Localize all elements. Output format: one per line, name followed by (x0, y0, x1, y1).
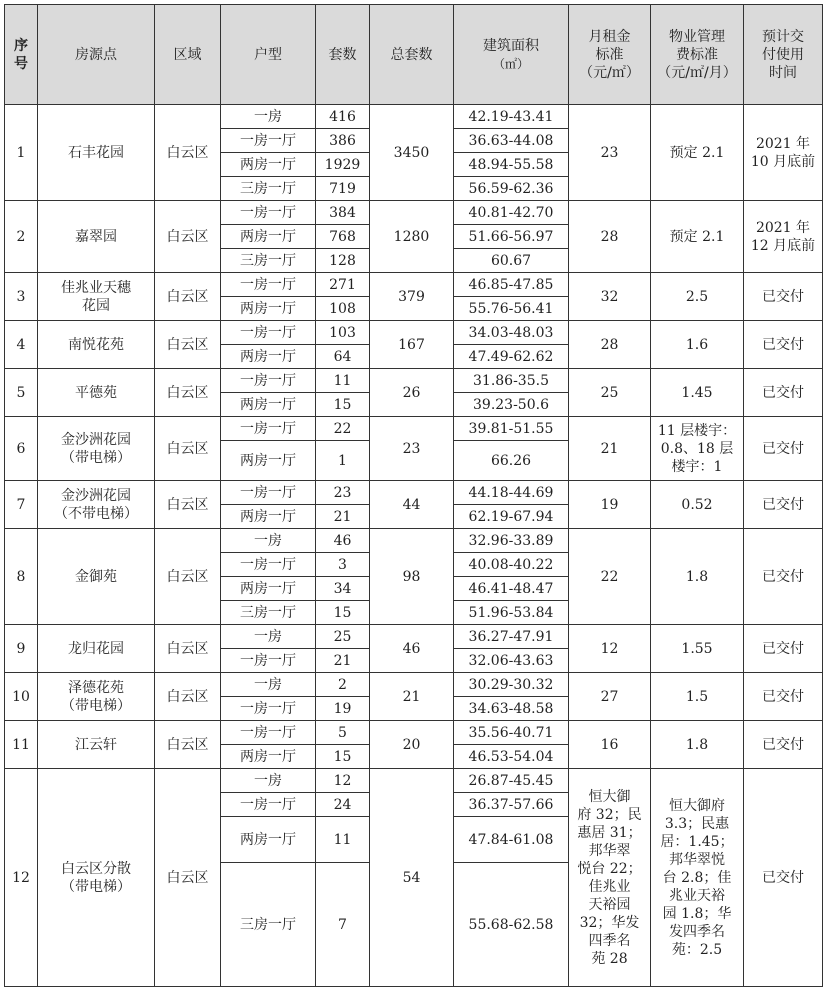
cell-count: 128 (316, 249, 370, 273)
cell-area: 30.29-30.32 (454, 673, 569, 697)
line: 28 (600, 336, 619, 353)
line: 10 月底前 (750, 153, 816, 170)
cell-rent (569, 721, 651, 769)
cell-type: 一房一厅 (221, 369, 316, 393)
table-row (5, 625, 823, 649)
cell-total: 54 (370, 769, 454, 987)
cell-total: 98 (370, 529, 454, 625)
cell-type: 一房 (221, 673, 316, 697)
cell-type: 两房一厅 (221, 817, 316, 863)
line: 已交付 (762, 869, 804, 886)
line: 32；华发 (579, 914, 640, 931)
cell-count: 3 (316, 553, 370, 577)
line: 3.3；民惠 (664, 815, 730, 832)
cell-count: 271 (316, 273, 370, 297)
line: 16 (600, 736, 619, 753)
cell-delivery (744, 673, 823, 721)
cell-area: 31.86-35.5 (454, 369, 569, 393)
cell-delivery (744, 369, 823, 417)
cell-total: 26 (370, 369, 454, 417)
header-type: 户型 (221, 5, 316, 105)
cell-area: 32.96-33.89 (454, 529, 569, 553)
cell-area: 35.56-40.71 (454, 721, 569, 745)
table-row (5, 769, 823, 793)
header-row (5, 5, 823, 105)
cell-delivery (744, 273, 823, 321)
cell-area: 34.03-48.03 (454, 321, 569, 345)
cell-area: 62.19-67.94 (454, 505, 569, 529)
cell-count: 12 (316, 769, 370, 793)
cell-fee (651, 481, 744, 529)
line: 金沙洲花园 (61, 487, 131, 504)
line: 27 (600, 688, 619, 705)
cell-seq: 4 (5, 321, 38, 369)
cell-name (38, 673, 155, 721)
cell-count: 103 (316, 321, 370, 345)
cell-area: 40.81-42.70 (454, 201, 569, 225)
cell-type: 一房一厅 (221, 793, 316, 817)
line: 预定 2.1 (669, 144, 725, 161)
line: 惠居 31； (577, 824, 642, 841)
cell-total: 379 (370, 273, 454, 321)
cell-type: 一房一厅 (221, 321, 316, 345)
cell-type: 三房一厅 (221, 177, 316, 201)
table-row (5, 321, 823, 345)
cell-fee (651, 625, 744, 673)
line: 已交付 (762, 288, 804, 305)
cell-count: 768 (316, 225, 370, 249)
cell-seq: 9 (5, 625, 38, 673)
cell-rent (569, 321, 651, 369)
cell-total: 21 (370, 673, 454, 721)
cell-district: 白云区 (155, 625, 221, 673)
line: 已交付 (762, 336, 804, 353)
cell-count: 384 (316, 201, 370, 225)
line: 四季名 (588, 932, 631, 949)
cell-count: 1929 (316, 153, 370, 177)
line: 白云区分散 (61, 860, 131, 877)
line: 江云轩 (75, 736, 117, 753)
cell-district: 白云区 (155, 105, 221, 201)
cell-name (38, 721, 155, 769)
cell-type: 一房一厅 (221, 273, 316, 297)
cell-count: 64 (316, 345, 370, 369)
cell-count: 7 (316, 863, 370, 987)
line: 21 (600, 440, 619, 457)
line: 台 2.8；佳 (662, 869, 732, 886)
cell-type: 两房一厅 (221, 745, 316, 769)
cell-count: 34 (316, 577, 370, 601)
cell-district: 白云区 (155, 369, 221, 417)
cell-rent (569, 769, 651, 987)
line: 府 32；民 (577, 806, 642, 823)
cell-district: 白云区 (155, 721, 221, 769)
table-body (5, 105, 823, 987)
cell-count: 21 (316, 505, 370, 529)
line: 兆业天裕 (669, 887, 725, 904)
cell-count: 15 (316, 745, 370, 769)
cell-rent (569, 417, 651, 481)
line: 0.52 (681, 496, 713, 513)
line: 泽德花苑 (68, 679, 124, 696)
cell-district: 白云区 (155, 529, 221, 625)
cell-delivery (744, 417, 823, 481)
cell-seq: 1 (5, 105, 38, 201)
cell-fee (651, 105, 744, 201)
line: 南悦花苑 (68, 336, 124, 353)
cell-area: 51.96-53.84 (454, 601, 569, 625)
line: 已交付 (762, 384, 804, 401)
cell-type: 一房一厅 (221, 481, 316, 505)
cell-name (38, 273, 155, 321)
cell-fee (651, 769, 744, 987)
header-delivery: 预计交 付使用 时间 (744, 5, 823, 105)
cell-count: 46 (316, 529, 370, 553)
cell-district: 白云区 (155, 481, 221, 529)
line: 龙归花园 (68, 640, 124, 657)
table-row (5, 721, 823, 745)
cell-type: 一房 (221, 529, 316, 553)
line: 恒大御府 (669, 797, 725, 814)
line: 园 1.8；华 (662, 905, 732, 922)
cell-delivery (744, 201, 823, 273)
cell-fee (651, 273, 744, 321)
cell-area: 51.66-56.97 (454, 225, 569, 249)
line: 嘉翠园 (75, 228, 117, 245)
line: 发四季名 (669, 923, 725, 940)
header-district: 区域 (155, 5, 221, 105)
line: 1.8 (685, 568, 709, 585)
line: （带电梯） (61, 449, 131, 466)
cell-area: 55.76-56.41 (454, 297, 569, 321)
cell-fee (651, 721, 744, 769)
header-name: 房源点 (38, 5, 155, 105)
cell-area: 40.08-40.22 (454, 553, 569, 577)
line: 0.8、18 层 (660, 440, 734, 457)
cell-area: 44.18-44.69 (454, 481, 569, 505)
line: （带电梯） (61, 697, 131, 714)
line: 苑：2.5 (671, 941, 723, 958)
line: 邦华翠悦 (669, 851, 725, 868)
cell-area: 46.41-48.47 (454, 577, 569, 601)
cell-count: 11 (316, 817, 370, 863)
cell-district: 白云区 (155, 201, 221, 273)
cell-count: 25 (316, 625, 370, 649)
cell-fee (651, 201, 744, 273)
cell-name (38, 417, 155, 481)
line: 苑 28 (591, 950, 628, 967)
cell-count: 22 (316, 417, 370, 441)
cell-district: 白云区 (155, 769, 221, 987)
cell-area: 36.63-44.08 (454, 129, 569, 153)
cell-area: 60.67 (454, 249, 569, 273)
cell-area: 46.53-54.04 (454, 745, 569, 769)
line: 2.5 (685, 288, 709, 305)
line: 已交付 (762, 496, 804, 513)
line: 金沙洲花园 (61, 431, 131, 448)
cell-area: 42.19-43.41 (454, 105, 569, 129)
line: （不带电梯） (54, 505, 138, 522)
cell-total: 1280 (370, 201, 454, 273)
cell-count: 2 (316, 673, 370, 697)
line: 19 (600, 496, 619, 513)
header-fee: 物业管理 费标准 （元/㎡/月） (651, 5, 744, 105)
table-row (5, 273, 823, 297)
cell-seq: 6 (5, 417, 38, 481)
line: 花园 (82, 297, 110, 314)
cell-area: 47.84-61.08 (454, 817, 569, 863)
table-row (5, 105, 823, 129)
line: 已交付 (762, 568, 804, 585)
cell-count: 21 (316, 649, 370, 673)
line: 天裕园 (588, 896, 631, 913)
cell-area: 26.87-45.45 (454, 769, 569, 793)
line: 11 层楼宇： (657, 422, 737, 439)
line: 2021 年 (755, 219, 811, 236)
cell-delivery (744, 105, 823, 201)
header-rent: 月租金 标准 （元/㎡） (569, 5, 651, 105)
line: 已交付 (762, 688, 804, 705)
cell-total: 44 (370, 481, 454, 529)
line: 已交付 (762, 736, 804, 753)
cell-area: 55.68-62.58 (454, 863, 569, 987)
line: 佳兆业 (588, 878, 631, 895)
cell-type: 一房一厅 (221, 553, 316, 577)
cell-delivery (744, 321, 823, 369)
cell-area: 46.85-47.85 (454, 273, 569, 297)
cell-district: 白云区 (155, 321, 221, 369)
cell-seq: 10 (5, 673, 38, 721)
line: 1.5 (685, 688, 709, 705)
cell-rent (569, 369, 651, 417)
cell-fee (651, 417, 744, 481)
line: 已交付 (762, 440, 804, 457)
cell-type: 一房一厅 (221, 129, 316, 153)
table-row (5, 369, 823, 393)
cell-type: 两房一厅 (221, 345, 316, 369)
cell-seq: 8 (5, 529, 38, 625)
cell-area: 47.49-62.62 (454, 345, 569, 369)
line: 已交付 (762, 640, 804, 657)
cell-fee (651, 529, 744, 625)
cell-district: 白云区 (155, 673, 221, 721)
cell-rent (569, 105, 651, 201)
cell-seq: 3 (5, 273, 38, 321)
cell-type: 两房一厅 (221, 577, 316, 601)
cell-fee (651, 321, 744, 369)
line: 1.6 (685, 336, 709, 353)
cell-name (38, 625, 155, 673)
line: 恒大御 (588, 788, 631, 805)
cell-district: 白云区 (155, 417, 221, 481)
line: 2021 年 (755, 135, 811, 152)
line: 23 (600, 144, 619, 161)
line: 12 (600, 640, 619, 657)
cell-district: 白云区 (155, 273, 221, 321)
cell-rent (569, 673, 651, 721)
cell-name (38, 369, 155, 417)
line: 1.55 (681, 640, 713, 657)
cell-type: 一房一厅 (221, 201, 316, 225)
line: 金御苑 (75, 568, 117, 585)
cell-fee (651, 369, 744, 417)
cell-total: 46 (370, 625, 454, 673)
line: 28 (600, 228, 619, 245)
cell-type: 两房一厅 (221, 505, 316, 529)
cell-area: 36.27-47.91 (454, 625, 569, 649)
table-row (5, 417, 823, 441)
line: 12 月底前 (750, 237, 816, 254)
cell-type: 两房一厅 (221, 441, 316, 481)
cell-type: 一房 (221, 105, 316, 129)
cell-type: 两房一厅 (221, 393, 316, 417)
cell-type: 一房 (221, 769, 316, 793)
cell-count: 15 (316, 393, 370, 417)
cell-count: 23 (316, 481, 370, 505)
cell-count: 719 (316, 177, 370, 201)
cell-delivery (744, 769, 823, 987)
cell-rent (569, 625, 651, 673)
line: 1.45 (681, 384, 713, 401)
line: 25 (600, 384, 619, 401)
cell-type: 三房一厅 (221, 863, 316, 987)
cell-count: 5 (316, 721, 370, 745)
cell-type: 三房一厅 (221, 601, 316, 625)
table-row (5, 481, 823, 505)
cell-type: 一房一厅 (221, 721, 316, 745)
cell-count: 19 (316, 697, 370, 721)
cell-name (38, 201, 155, 273)
line: 楼宇：1 (671, 458, 723, 475)
table-row (5, 673, 823, 697)
cell-count: 386 (316, 129, 370, 153)
cell-seq: 2 (5, 201, 38, 273)
cell-rent (569, 481, 651, 529)
cell-delivery (744, 721, 823, 769)
line: 悦台 22； (577, 860, 642, 877)
cell-type: 一房 (221, 625, 316, 649)
cell-rent (569, 201, 651, 273)
cell-total: 3450 (370, 105, 454, 201)
cell-type: 一房一厅 (221, 697, 316, 721)
cell-count: 15 (316, 601, 370, 625)
line: 佳兆业天穗 (61, 279, 131, 296)
cell-count: 24 (316, 793, 370, 817)
line: （带电梯） (61, 878, 131, 895)
cell-total: 23 (370, 417, 454, 481)
cell-seq: 5 (5, 369, 38, 417)
cell-type: 两房一厅 (221, 153, 316, 177)
cell-type: 两房一厅 (221, 225, 316, 249)
cell-fee (651, 673, 744, 721)
cell-name (38, 105, 155, 201)
header-units: 套数 (316, 5, 370, 105)
cell-rent (569, 273, 651, 321)
cell-rent (569, 529, 651, 625)
cell-seq: 7 (5, 481, 38, 529)
cell-delivery (744, 529, 823, 625)
header-area: 建筑面积 （㎡） (454, 5, 569, 105)
cell-delivery (744, 625, 823, 673)
housing-table (4, 4, 823, 987)
cell-area: 32.06-43.63 (454, 649, 569, 673)
cell-type: 三房一厅 (221, 249, 316, 273)
cell-area: 39.23-50.6 (454, 393, 569, 417)
header-total: 总套数 (370, 5, 454, 105)
line: 平德苑 (75, 384, 117, 401)
line: 1.8 (685, 736, 709, 753)
line: 居：1.45； (660, 833, 734, 850)
header-seq: 序 号 (5, 5, 38, 105)
cell-name (38, 529, 155, 625)
cell-name (38, 481, 155, 529)
line: 预定 2.1 (669, 228, 725, 245)
cell-area: 66.26 (454, 441, 569, 481)
table-row (5, 201, 823, 225)
cell-seq: 11 (5, 721, 38, 769)
line: 石丰花园 (68, 144, 124, 161)
cell-name (38, 769, 155, 987)
table-row (5, 529, 823, 553)
line: 22 (600, 568, 619, 585)
cell-area: 56.59-62.36 (454, 177, 569, 201)
cell-type: 一房一厅 (221, 649, 316, 673)
cell-count: 416 (316, 105, 370, 129)
cell-count: 108 (316, 297, 370, 321)
cell-area: 36.37-57.66 (454, 793, 569, 817)
cell-name (38, 321, 155, 369)
line: 邦华翠 (588, 842, 631, 859)
cell-seq: 12 (5, 769, 38, 987)
cell-type: 一房一厅 (221, 417, 316, 441)
cell-total: 167 (370, 321, 454, 369)
line: 32 (600, 288, 619, 305)
cell-area: 39.81-51.55 (454, 417, 569, 441)
cell-type: 两房一厅 (221, 297, 316, 321)
cell-count: 11 (316, 369, 370, 393)
cell-delivery (744, 481, 823, 529)
cell-count: 1 (316, 441, 370, 481)
cell-total: 20 (370, 721, 454, 769)
cell-area: 34.63-48.58 (454, 697, 569, 721)
cell-area: 48.94-55.58 (454, 153, 569, 177)
